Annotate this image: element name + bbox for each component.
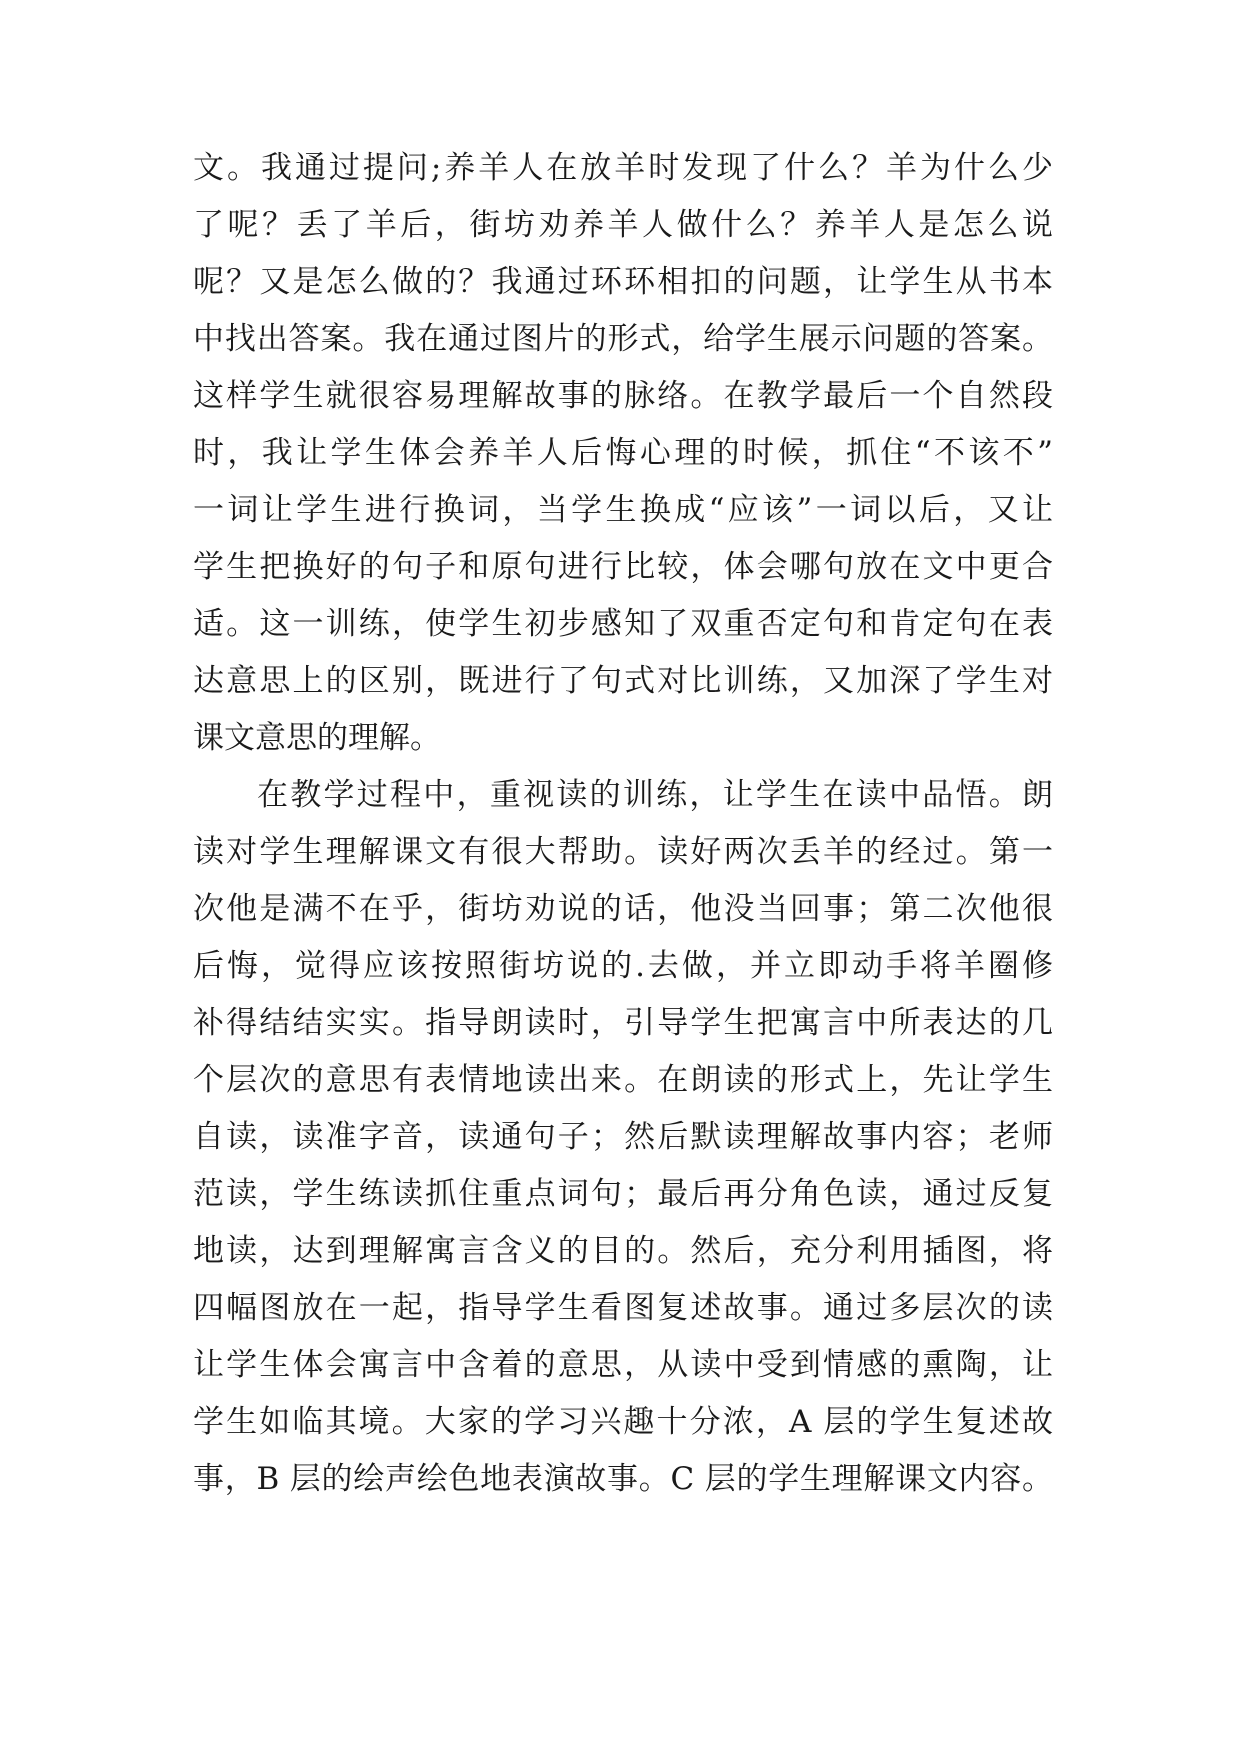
text-line: 读对学生理解课文有很大帮助。读好两次丢羊的经过。第一 [193, 834, 1053, 870]
text-line: 让学生体会寓言中含着的意思，从读中受到情感的熏陶，让 [193, 1347, 1053, 1383]
text-line: 一词让学生进行换词，当学生换成“应该”一词以后，又让 [193, 492, 1053, 528]
text-line: 后悔，觉得应该按照街坊说的.去做，并立即动手将羊圈修 [193, 948, 1053, 984]
text-line: 适。这一训练，使学生初步感知了双重否定句和肯定句在表 [193, 606, 1053, 642]
text-line: 次他是满不在乎，街坊劝说的话，他没当回事；第二次他很 [193, 891, 1053, 927]
text-line: 四幅图放在一起，指导学生看图复述故事。通过多层次的读 [193, 1290, 1053, 1326]
text-line: 达意思上的区别，既进行了句式对比训练，又加深了学生对 [193, 663, 1053, 699]
text-line: 范读，学生练读抓住重点词句；最后再分角色读，通过反复 [193, 1176, 1053, 1212]
text-line: 地读，达到理解寓言含义的目的。然后，充分利用插图，将 [193, 1233, 1053, 1269]
text-line: 学生如临其境。大家的学习兴趣十分浓，A 层的学生复述故 [193, 1404, 1053, 1440]
text-line: 个层次的意思有表情地读出来。在朗读的形式上，先让学生 [193, 1062, 1053, 1098]
text-line: 补得结结实实。指导朗读时，引导学生把寓言中所表达的几 [193, 1005, 1053, 1041]
text-line: 课文意思的理解。 [193, 720, 441, 756]
text-line: 事，B 层的绘声绘色地表演故事。C 层的学生理解课文内容。 [193, 1461, 1053, 1497]
text-line: 中找出答案。我在通过图片的形式，给学生展示问题的答案。 [193, 321, 1053, 357]
text-line: 自读，读准字音，读通句子；然后默读理解故事内容；老师 [193, 1119, 1053, 1155]
text-line: 学生把换好的句子和原句进行比较，体会哪句放在文中更合 [193, 549, 1053, 585]
text-line: 呢？又是怎么做的？我通过环环相扣的问题，让学生从书本 [193, 264, 1053, 300]
text-line: 时，我让学生体会养羊人后悔心理的时候，抓住“不该不” [193, 435, 1053, 471]
text-line: 这样学生就很容易理解故事的脉络。在教学最后一个自然段 [193, 378, 1053, 414]
text-line: 文。我通过提问;养羊人在放羊时发现了什么？羊为什么少 [193, 150, 1053, 186]
text-line: 了呢？丢了羊后，街坊劝养羊人做什么？养羊人是怎么说 [193, 207, 1053, 243]
paragraph-first-line: 在教学过程中，重视读的训练，让学生在读中品悟。朗 [257, 777, 1053, 813]
